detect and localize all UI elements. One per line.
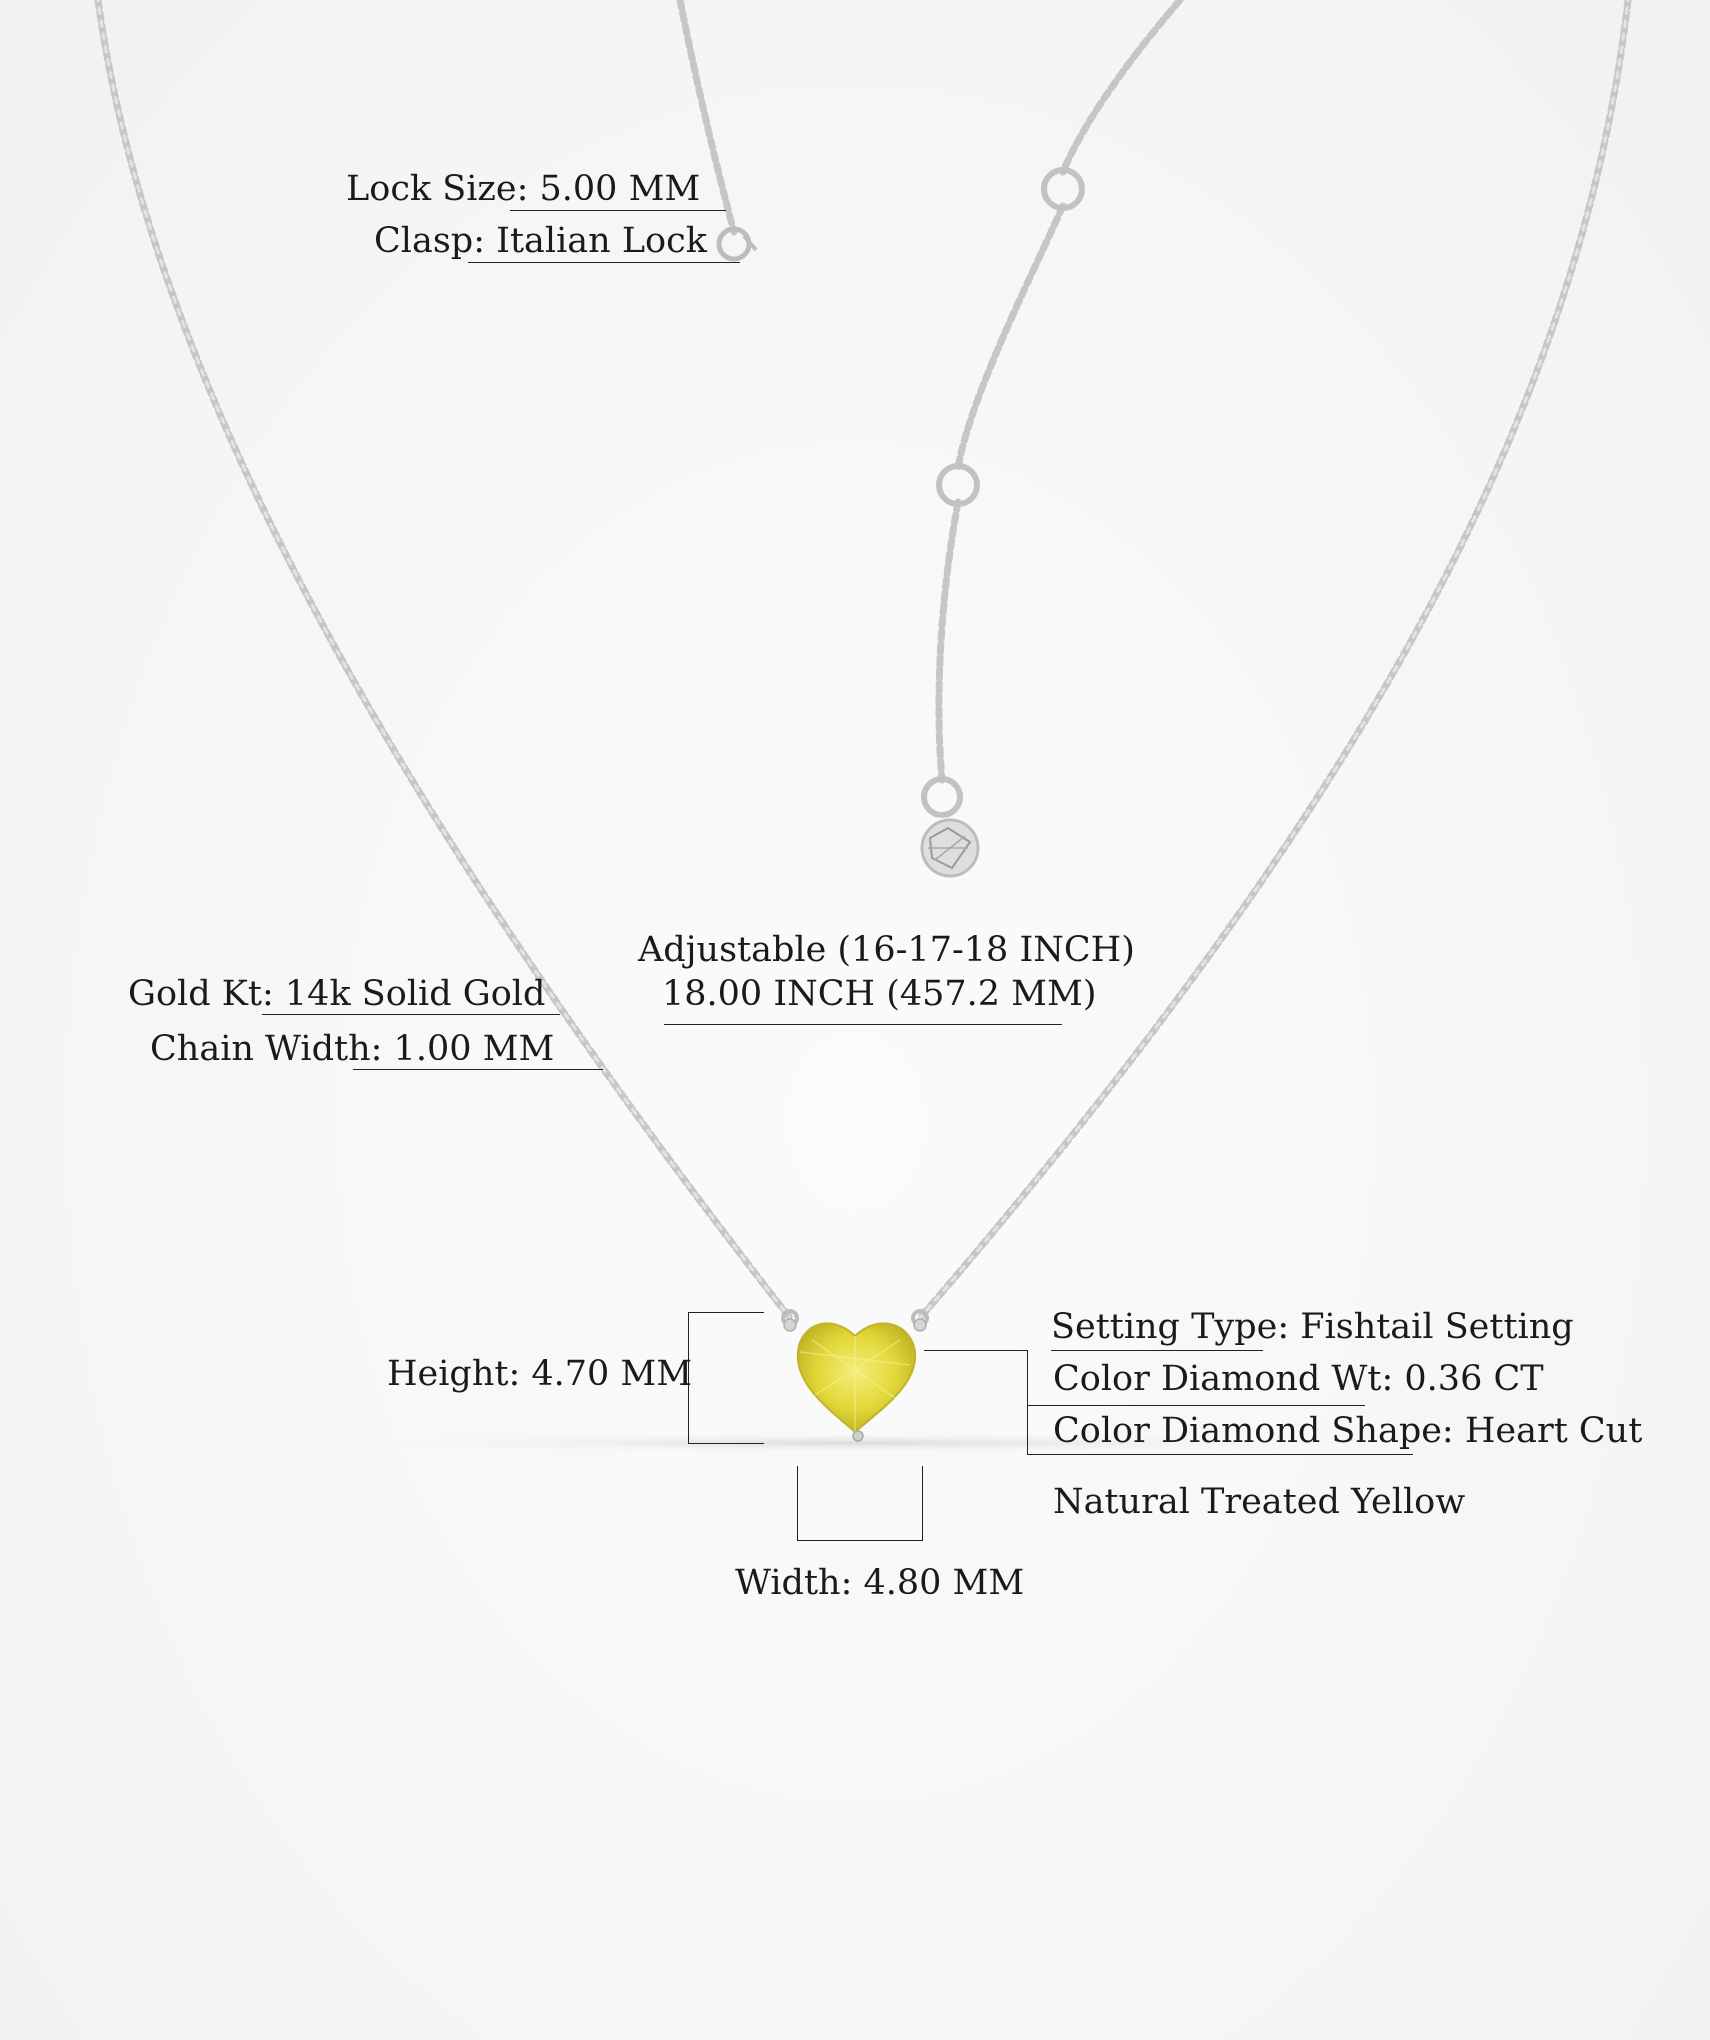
- chain-extender: [1063, 0, 1180, 172]
- gold-kt-underline: [262, 1014, 560, 1015]
- height-bracket-side: [688, 1312, 689, 1443]
- width-bracket-right: [922, 1466, 923, 1540]
- gold-kt-value: 14k Solid Gold: [284, 974, 546, 1014]
- clasp-ring-icon: [719, 229, 756, 259]
- lock-size-value: 5.00 MM: [539, 169, 701, 209]
- color-diamond-shape-value: Heart Cut: [1464, 1411, 1643, 1451]
- spec-gold-kt: [128, 974, 545, 1014]
- spec-color-diamond-wt: [1053, 1359, 1544, 1399]
- logo-tag-icon: [922, 820, 978, 876]
- spec-setting-type: [1051, 1307, 1574, 1347]
- clasp-value: Italian Lock: [496, 221, 707, 261]
- clasp-label: Clasp:: [374, 221, 485, 261]
- color-diamond-shape-label: Color Diamond Shape:: [1053, 1411, 1454, 1451]
- stone-callout-spine: [1027, 1350, 1028, 1454]
- chain-width-label: Chain Width:: [150, 1029, 383, 1069]
- gold-kt-label: Gold Kt:: [128, 974, 274, 1014]
- spec-stone-note: [1053, 1482, 1465, 1522]
- extender-ring-3: [924, 779, 960, 815]
- spec-color-diamond-shape: [1053, 1411, 1642, 1451]
- spec-width: [735, 1563, 1024, 1603]
- height-text: Height: 4.70 MM: [387, 1354, 693, 1394]
- stone-note-text: Natural Treated Yellow: [1053, 1482, 1466, 1522]
- extender-ring-2: [939, 466, 977, 504]
- chain-width-underline: [353, 1069, 603, 1070]
- chain-right: [920, 0, 1628, 1318]
- height-bracket-top: [688, 1312, 764, 1313]
- color-diamond-shape-underline: [1027, 1454, 1413, 1455]
- spec-clasp: [374, 221, 707, 261]
- length-underline: [664, 1024, 1062, 1025]
- stone-callout-line: [924, 1350, 1028, 1351]
- setting-type-value: Fishtail Setting: [1300, 1307, 1574, 1347]
- length-text: 18.00 INCH (457.2 MM): [662, 974, 1097, 1014]
- adjustable-text: Adjustable (16-17-18 INCH): [638, 930, 1135, 970]
- height-bracket-bottom: [688, 1443, 764, 1444]
- clasp-underline: [468, 262, 740, 263]
- spec-chain-width: [150, 1029, 554, 1069]
- spec-adjustable: [638, 930, 1135, 970]
- chain-width-value: 1.00 MM: [393, 1029, 555, 1069]
- width-text: Width: 4.80 MM: [735, 1563, 1025, 1603]
- lock-size-label: Lock Size:: [346, 169, 529, 209]
- lock-size-underline: [510, 210, 726, 211]
- color-diamond-wt-label: Color Diamond Wt:: [1053, 1359, 1394, 1399]
- width-bracket-bottom: [797, 1540, 923, 1541]
- heart-stone-icon: [784, 1319, 926, 1441]
- extender-ring-1: [1044, 170, 1082, 208]
- setting-type-underline: [1051, 1350, 1263, 1351]
- spec-lock-size: [346, 169, 700, 209]
- spec-length: [662, 974, 1097, 1014]
- color-diamond-wt-underline: [1027, 1405, 1365, 1406]
- setting-type-label: Setting Type:: [1051, 1307, 1290, 1347]
- spec-height: [387, 1354, 692, 1394]
- color-diamond-wt-value: 0.36 CT: [1404, 1359, 1544, 1399]
- width-bracket-left: [797, 1466, 798, 1540]
